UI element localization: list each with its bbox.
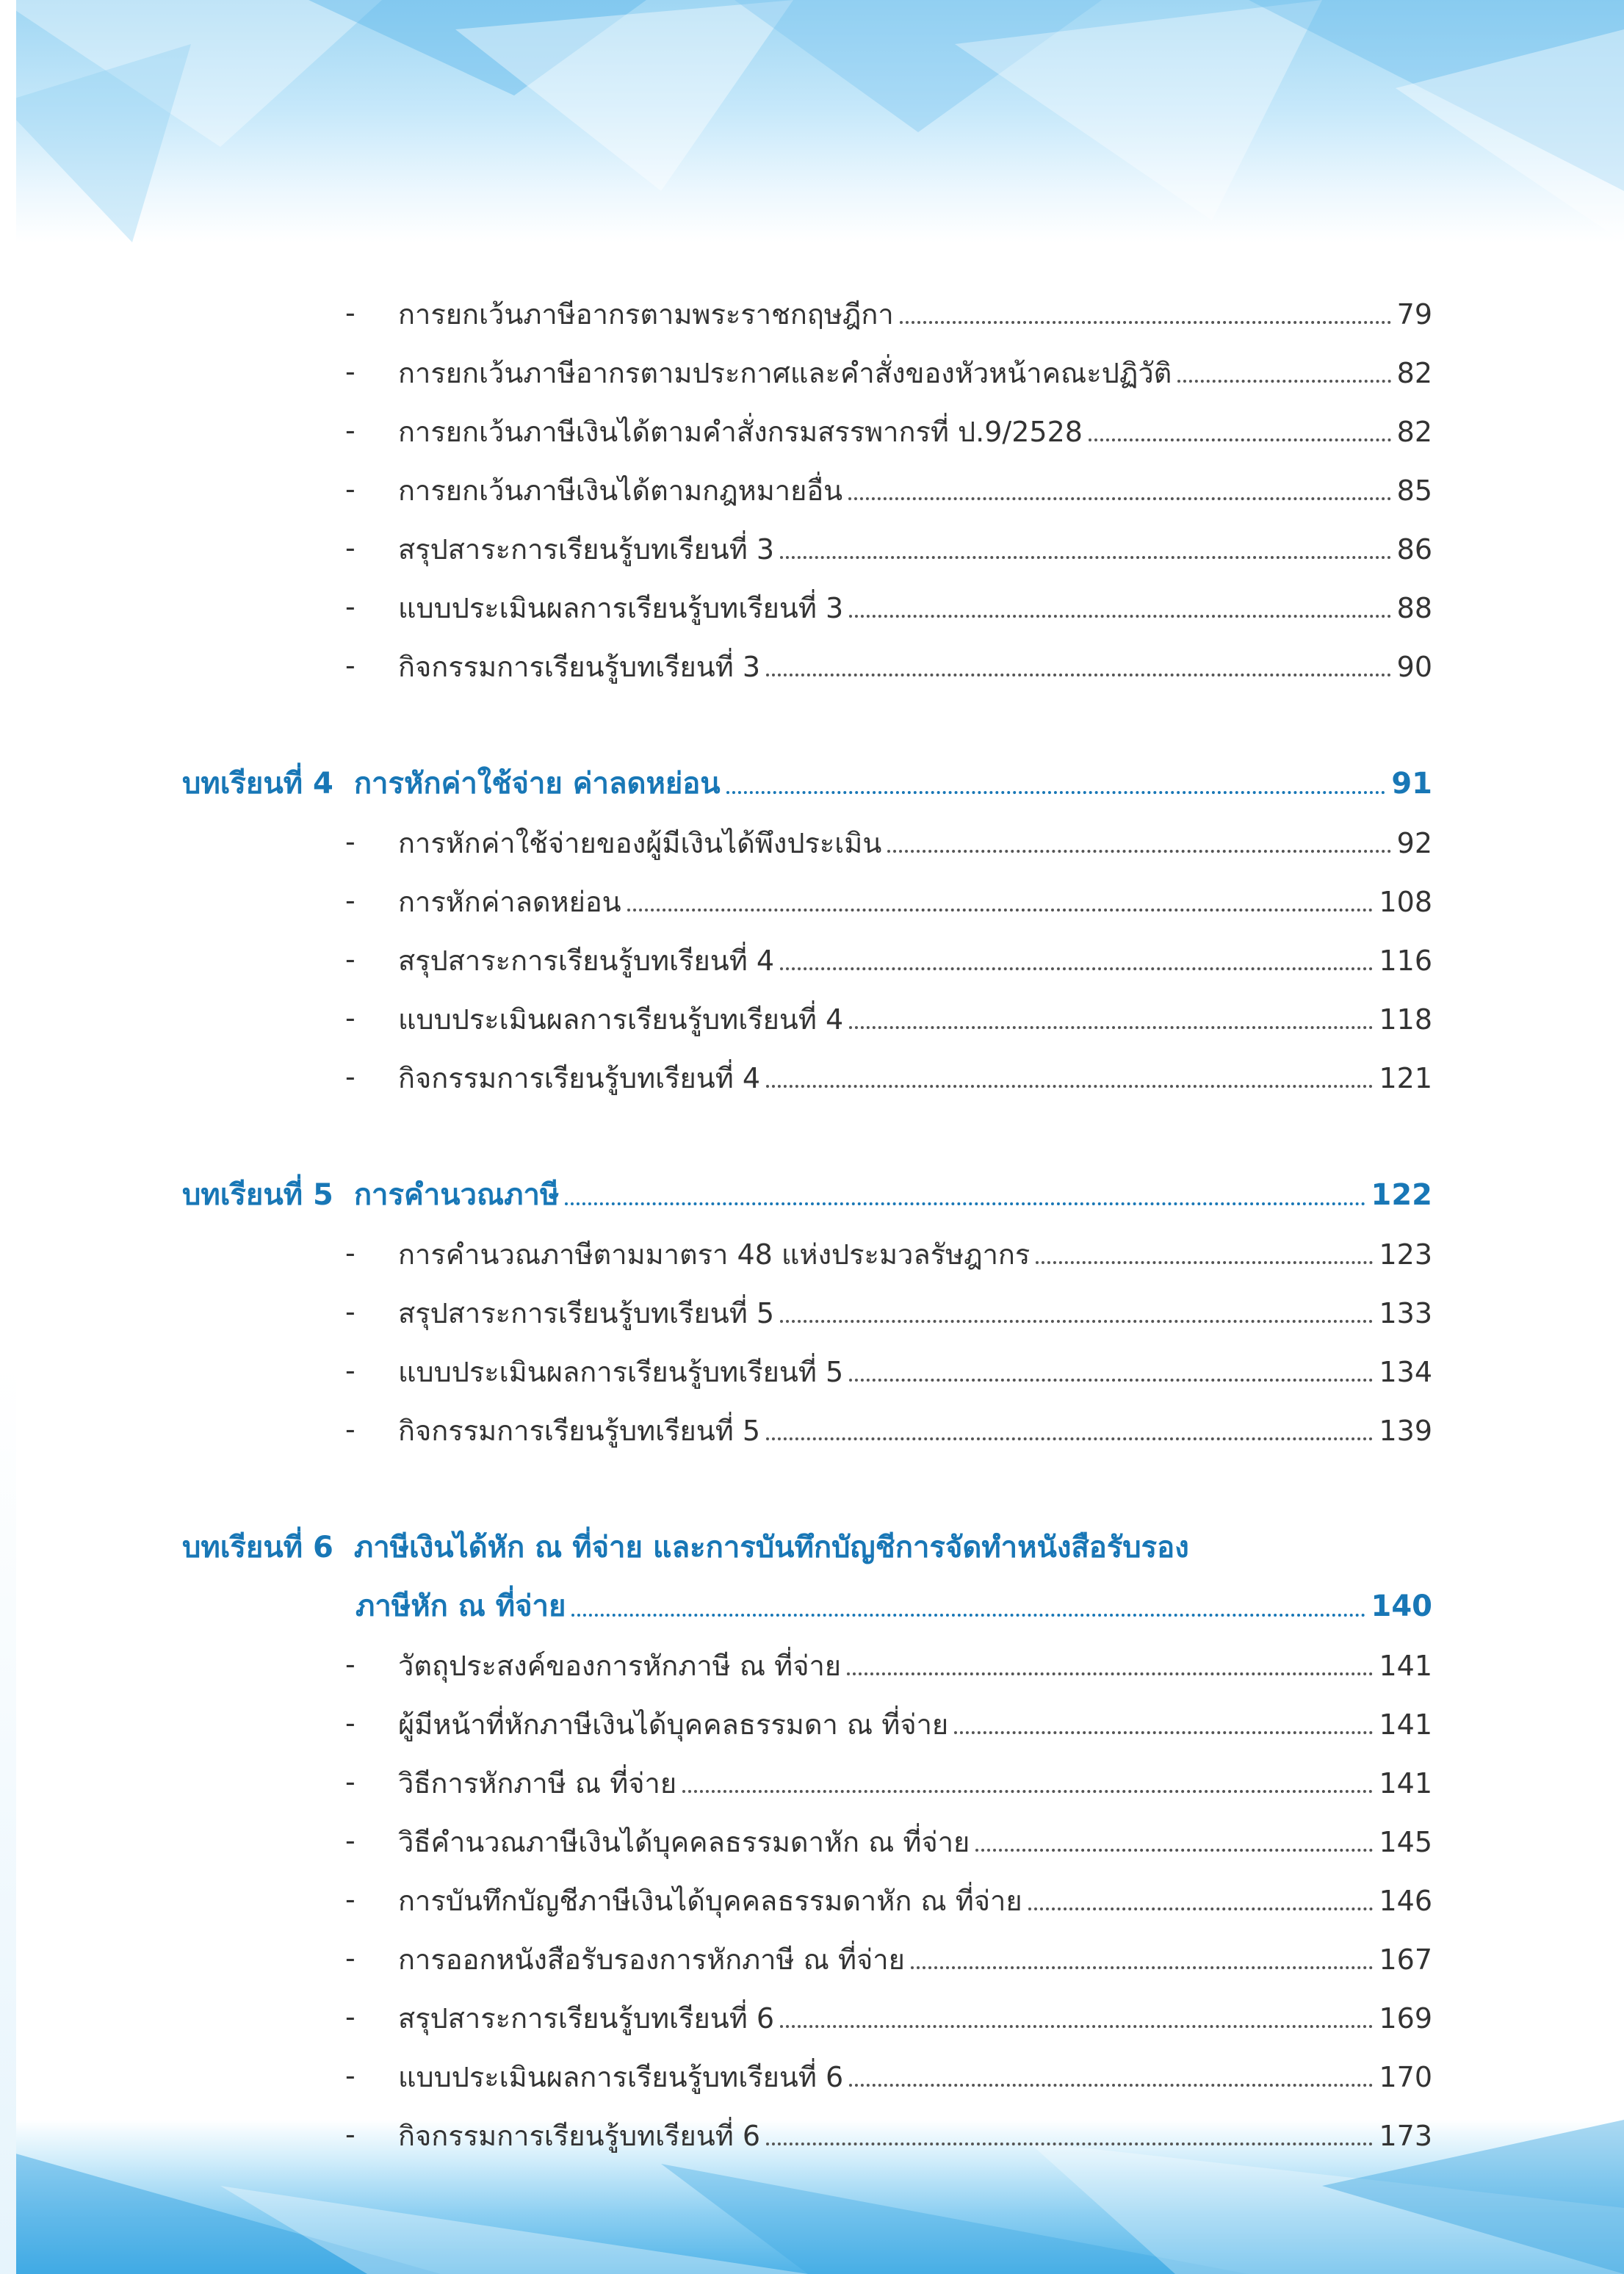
entry-title: การยกเว้นภาษีเงินได้ตามกฎหมายอื่น: [398, 474, 843, 507]
dot-leader: [847, 1672, 1373, 1675]
toc-entry[interactable]: [345, 936, 1432, 981]
dot-leader: [954, 1731, 1373, 1734]
dot-leader: [887, 850, 1390, 853]
toc-entry[interactable]: [345, 1407, 1432, 1451]
entry-title: แบบประเมินผลการเรียนรู้บทเรียนที่ 4: [398, 1003, 844, 1036]
chapter-title: ภาษีเงินได้หัก ณ ที่จ่าย และการบันทึกบัญชีการจัดทำหนังสือรับรอง: [353, 1531, 1189, 1564]
entry-page: 134: [1379, 1356, 1432, 1388]
entry-dash: -: [345, 1707, 356, 1739]
entry-page: 108: [1379, 886, 1432, 918]
dot-leader: [1036, 1261, 1373, 1264]
entry-page: 86: [1396, 533, 1432, 566]
chapter-label: บทเรียนที่ 4 การหักค่าใช้จ่าย ค่าลดหย่อน: [182, 767, 721, 801]
dot-leader: [726, 791, 1386, 794]
entry-dash: -: [345, 355, 356, 388]
dot-leader: [849, 1379, 1373, 1382]
entry-page: 85: [1396, 474, 1432, 507]
dot-leader: [766, 674, 1391, 676]
entry-dash: -: [345, 1002, 356, 1034]
entry-dash: -: [345, 1883, 356, 1916]
toc-entry[interactable]: [345, 995, 1432, 1039]
entry-title: กิจกรรมการเรียนรู้บทเรียนที่ 4: [398, 1062, 761, 1094]
entry-dash: -: [345, 2060, 356, 2092]
chapter-page: 140: [1371, 1589, 1432, 1623]
entry-title: การหักค่าลดหย่อน: [398, 886, 621, 918]
entry-page: 141: [1379, 1708, 1432, 1741]
entry-title: การออกหนังสือรับรองการหักภาษี ณ ที่จ่าย: [398, 1943, 905, 1976]
entry-title: แบบประเมินผลการเรียนรู้บทเรียนที่ 3: [398, 592, 844, 624]
dot-leader: [849, 2084, 1373, 2087]
entry-title: สรุปสาระการเรียนรู้บทเรียนที่ 3: [398, 533, 774, 566]
dot-leader: [766, 2143, 1373, 2145]
entry-title: ผู้มีหน้าที่หักภาษีเงินได้บุคคลธรรมดา ณ ที่จ่าย: [398, 1708, 949, 1741]
chapter-heading-6-cont[interactable]: [356, 1583, 1432, 1627]
dot-leader: [780, 2025, 1373, 2028]
toc-entry[interactable]: [345, 349, 1432, 393]
entry-dash: -: [345, 1296, 356, 1328]
entry-title: สรุปสาระการเรียนรู้บทเรียนที่ 5: [398, 1297, 774, 1329]
entry-dash: -: [345, 826, 356, 858]
entry-title: กิจกรรมการเรียนรู้บทเรียนที่ 3: [398, 651, 761, 683]
chapter-title: การหักค่าใช้จ่าย ค่าลดหย่อน: [353, 767, 721, 801]
dot-leader: [627, 909, 1374, 912]
entry-page: 145: [1379, 1826, 1432, 1858]
dot-leader: [766, 1437, 1373, 1440]
chapter-title-cont: ภาษีหัก ณ ที่จ่าย: [356, 1589, 566, 1623]
entry-dash: -: [345, 297, 356, 329]
entry-title: สรุปสาระการเรียนรู้บทเรียนที่ 6: [398, 2002, 774, 2035]
toc-entry[interactable]: [345, 1348, 1432, 1392]
entry-title: การยกเว้นภาษีอากรตามประกาศและคำสั่งของหัวหน้าคณะปฏิวัติ: [398, 357, 1172, 389]
entry-dash: -: [345, 591, 356, 623]
dot-leader: [1028, 1907, 1374, 1910]
entry-dash: -: [345, 1942, 356, 1974]
entry-page: 118: [1379, 1003, 1432, 1036]
entry-title: การยกเว้นภาษีเงินได้ตามคำสั่งกรมสรรพากรที่ ป.9/2528: [398, 416, 1083, 448]
entry-title: สรุปสาระการเรียนรู้บทเรียนที่ 4: [398, 945, 774, 977]
chapter-heading-6[interactable]: [182, 1524, 1432, 1568]
toc-entry[interactable]: [345, 1935, 1432, 1979]
toc-entry[interactable]: [345, 1642, 1432, 1686]
chapter-heading-4[interactable]: [182, 760, 1432, 804]
dot-leader: [849, 615, 1390, 618]
entry-title: การหักค่าใช้จ่ายของผู้มีเงินได้พึงประเมิน: [398, 827, 882, 859]
dot-leader: [565, 1202, 1365, 1205]
entry-title: แบบประเมินผลการเรียนรู้บทเรียนที่ 5: [398, 1356, 844, 1388]
entry-title: การบันทึกบัญชีภาษีเงินได้บุคคลธรรมดาหัก ณ ที่จ่าย: [398, 1885, 1022, 1917]
entry-page: 146: [1379, 1885, 1432, 1917]
toc-entry[interactable]: [345, 2053, 1432, 2097]
entry-dash: -: [345, 1237, 356, 1269]
entry-page: 173: [1379, 2120, 1432, 2152]
entry-dash: -: [345, 1413, 356, 1445]
entry-dash: -: [345, 884, 356, 917]
toc-entry[interactable]: [345, 408, 1432, 452]
chapter-page: 122: [1371, 1178, 1432, 1212]
entry-page: 82: [1396, 416, 1432, 448]
entry-title: แบบประเมินผลการเรียนรู้บทเรียนที่ 6: [398, 2061, 844, 2093]
entry-dash: -: [345, 1648, 356, 1681]
entry-page: 141: [1379, 1767, 1432, 1800]
entry-title: กิจกรรมการเรียนรู้บทเรียนที่ 6: [398, 2120, 761, 2152]
entry-page: 82: [1396, 357, 1432, 389]
toc-entry[interactable]: [345, 1230, 1432, 1274]
entry-page: 167: [1379, 1943, 1432, 1976]
entry-dash: -: [345, 1354, 356, 1387]
entry-title: การยกเว้นภาษีอากรตามพระราชกฤษฎีกา: [398, 298, 894, 331]
toc-entry[interactable]: [345, 1289, 1432, 1333]
toc-entry[interactable]: [345, 878, 1432, 922]
entry-dash: -: [345, 2001, 356, 2033]
chapter-heading-5[interactable]: [182, 1172, 1432, 1216]
dot-leader: [975, 1849, 1373, 1852]
dot-leader: [780, 556, 1391, 559]
dot-leader: [780, 1320, 1373, 1323]
entry-dash: -: [345, 943, 356, 975]
entry-page: 169: [1379, 2002, 1432, 2035]
entry-page: 133: [1379, 1297, 1432, 1329]
toc-entry[interactable]: [345, 643, 1432, 687]
toc-entry[interactable]: [345, 2112, 1432, 2156]
dot-leader: [911, 1966, 1374, 1969]
dot-leader: [571, 1614, 1365, 1617]
chapter-title: การคำนวณภาษี: [353, 1178, 560, 1212]
dot-leader: [900, 321, 1391, 324]
entry-page: 123: [1379, 1238, 1432, 1271]
entry-dash: -: [345, 473, 356, 505]
entry-title: วิธีคำนวณภาษีเงินได้บุคคลธรรมดาหัก ณ ที่จ่าย: [398, 1826, 970, 1858]
dot-leader: [1089, 438, 1391, 441]
entry-title: วิธีการหักภาษี ณ ที่จ่าย: [398, 1767, 677, 1800]
toc-entry[interactable]: [345, 290, 1432, 334]
entry-title: กิจกรรมการเรียนรู้บทเรียนที่ 5: [398, 1415, 761, 1447]
toc-entry[interactable]: [345, 584, 1432, 628]
entry-page: 92: [1396, 827, 1432, 859]
toc-entry[interactable]: [345, 525, 1432, 569]
entry-page: 90: [1396, 651, 1432, 683]
entry-dash: -: [345, 414, 356, 447]
entry-page: 121: [1379, 1062, 1432, 1094]
entry-dash: -: [345, 649, 356, 682]
dot-leader: [766, 1085, 1373, 1088]
toc-entry[interactable]: [345, 1818, 1432, 1862]
entry-title: วัตถุประสงค์ของการหักภาษี ณ ที่จ่าย: [398, 1650, 842, 1682]
dot-leader: [682, 1790, 1373, 1793]
entry-page: 141: [1379, 1650, 1432, 1682]
entry-page: 116: [1379, 945, 1432, 977]
entry-dash: -: [345, 1824, 356, 1857]
entry-title: การคำนวณภาษีตามมาตรา 48 แห่งประมวลรัษฎากร: [398, 1238, 1031, 1271]
entry-dash: -: [345, 532, 356, 564]
dot-leader: [780, 967, 1373, 970]
toc-entry[interactable]: [345, 466, 1432, 510]
dot-leader: [848, 497, 1390, 500]
toc-entry[interactable]: [345, 1877, 1432, 1921]
toc-entry[interactable]: [345, 1700, 1432, 1744]
chapter-label: บทเรียนที่ 5 การคำนวณภาษี: [182, 1178, 560, 1212]
dot-leader: [849, 1026, 1373, 1029]
chapter-page: 91: [1391, 767, 1432, 801]
entry-page: 88: [1396, 592, 1432, 624]
dot-leader: [1177, 380, 1390, 383]
entry-page: 139: [1379, 1415, 1432, 1447]
toc-entry[interactable]: [345, 1054, 1432, 1098]
entry-dash: -: [345, 2118, 356, 2151]
entry-dash: -: [345, 1061, 356, 1093]
toc-entry[interactable]: [345, 819, 1432, 863]
toc-entry[interactable]: [345, 1759, 1432, 1803]
entry-dash: -: [345, 1766, 356, 1798]
chapter-label: บทเรียนที่ 6 ภาษีเงินได้หัก ณ ที่จ่าย และการบันทึกบัญชีการจัดทำหนังสือรับรอง: [182, 1531, 1189, 1564]
toc-entry[interactable]: [345, 1994, 1432, 2038]
entry-page: 79: [1396, 298, 1432, 331]
entry-page: 170: [1379, 2061, 1432, 2093]
